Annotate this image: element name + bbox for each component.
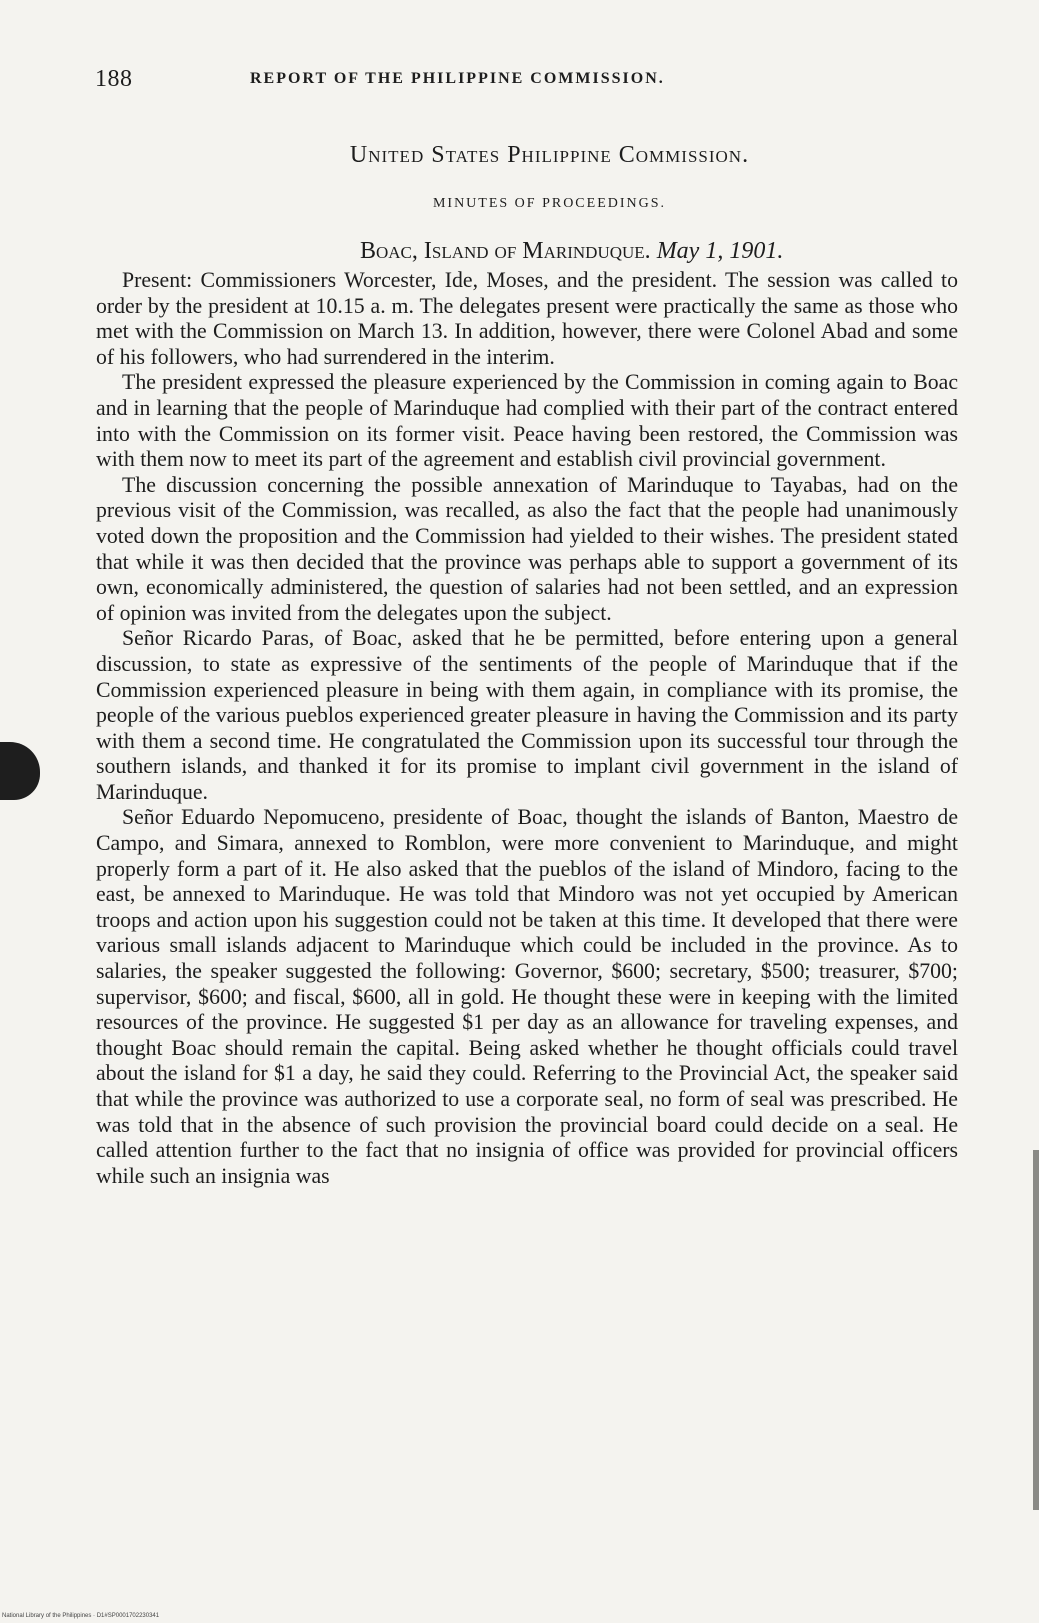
dateline-date: May 1, 1901. xyxy=(656,238,784,264)
dateline-place: Boac, Island of Marinduque. xyxy=(360,238,651,264)
page-number: 188 xyxy=(95,66,133,92)
paragraph: Señor Ricardo Paras, of Boac, asked that he be permitted, before entering upon a general discussion, to state as expressive of the sentiments of the people of Marinduque that if the Commission experienced pleasure in being with them again, in compliance with its promise, the people of the various pueblos experienced greater pleasure in having the Commission and its party with them a second time. He congratulated the Commission upon its successful tour through the southern islands, and thanked it for its promise to implant civil government in the island of Marinduque. xyxy=(96,626,958,804)
section-title: United States Philippine Commission. xyxy=(349,142,750,168)
scan-edge-mark xyxy=(0,742,40,800)
paragraph: Señor Eduardo Nepomuceno, presidente of Boac, thought the islands of Banton, Maestro de Campo, and Simara, annexed to Romblon, were more convenient to Marinduque, and might properly form a part of it. He also asked that the pueblos of the island of Mindoro, facing to the east, be annexed to Marinduque. He was told that Mindoro was not yet occupied by American troops and action upon his suggestion could not be taken at this time. It developed that there were various small islands adjacent to Marinduque which could be included in the province. As to salaries, the speaker suggested the following: Governor, $600; secretary, $500; treasurer, $700; supervisor, $600; and fiscal, $600, all in gold. He thought these were in keeping with the limited resources of the province. He suggested $1 per day as an allowance for traveling expenses, and thought Boac should remain the capital. Being asked whether he thought officials could travel about the island for $1 a day, he said they could. Referring to the Provincial Act, the speaker said that while the province was authorized to use a corporate seal, no form of seal was prescribed. He was told that in the absence of such provision the provincial board could decide on a seal. He called attention further to the fact that no insignia of office was provided for provincial officers while such an insignia was xyxy=(96,805,958,1188)
dateline xyxy=(360,238,783,265)
paragraph: Present: Commissioners Worcester, Ide, Moses, and the president. The session was called to order by the president at 10.15 a. m. The delegates present were practically the same as those who met with the Commission on March 13. In addition, however, there were Colonel Abad and some of his followers, who had surrendered in the interim. xyxy=(96,268,958,369)
running-head: REPORT OF THE PHILIPPINE COMMISSION. xyxy=(250,70,665,87)
paragraph: The president expressed the pleasure experienced by the Commission in coming again to Boac and in learning that the people of Marinduque had complied with their part of the contract entered into with the Commission on its former visit. Peace having been restored, the Commission was with them now to meet its part of the agreement and establish civil provincial government. xyxy=(96,370,958,472)
scan-footer: National Library of the Philippines · D1#SP0001702230341 xyxy=(2,1613,160,1619)
section-subtitle: MINUTES OF PROCEEDINGS. xyxy=(432,196,667,211)
minutes-body xyxy=(96,268,958,1189)
scan-right-edge xyxy=(1033,1150,1039,1510)
paragraph: The discussion concerning the possible annexation of Marinduque to Tayabas, had on the previous visit of the Commission, was recalled, as also the fact that the people had unanimously voted down the proposition and the Commission had yielded to their wishes. The president stated that while it was then decided that the province was perhaps able to support a government of its own, economically administered, the question of salaries had not been settled, and an expression of opinion was invited from the delegates upon the subject. xyxy=(96,472,958,625)
